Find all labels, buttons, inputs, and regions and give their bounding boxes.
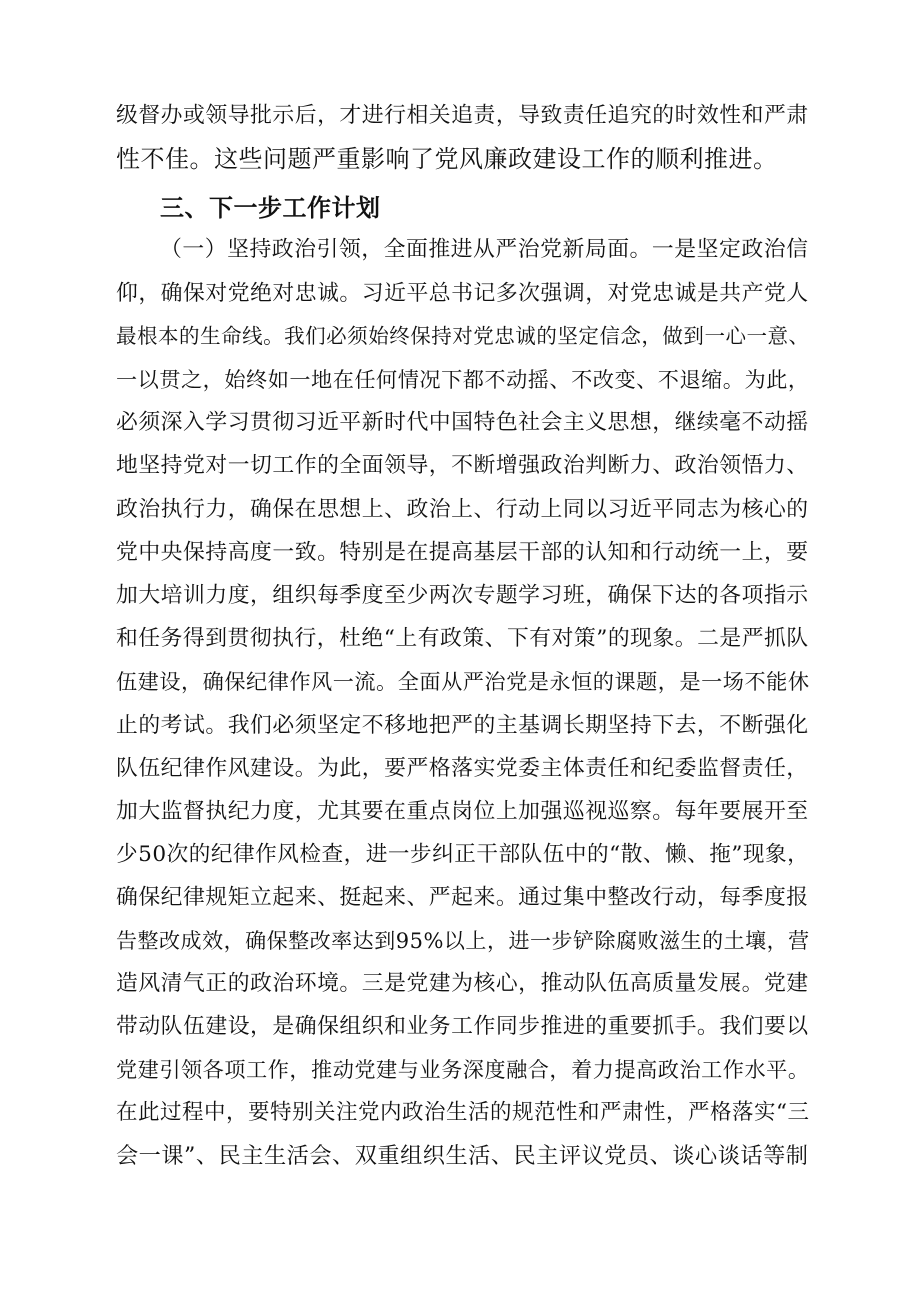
text-line: 会一课”、民主生活会、双重组织生活、民主评议党员、谈心谈话等制 (116, 1143, 809, 1169)
text-line: 在此过程中，要特别关注党内政治生活的规范性和严肃性，严格落实“三 (116, 1100, 810, 1125)
text-line: 地坚持党对一切工作的全面领导，不断增强政治判断力、政治领悟力、 (116, 453, 809, 478)
text-line: 党中央保持高度一致。特别是在提高基层干部的认知和行动统一上，要 (116, 540, 809, 565)
text-line: 带动队伍建设，是确保组织和业务工作同步推进的重要抓手。我们要以 (116, 1014, 809, 1039)
text-line: 伍建设，确保纪律作风一流。全面从严治党是永恒的课题，是一场不能休 (116, 669, 810, 694)
text-line: 确保纪律规矩立起来、挺起来、严起来。通过集中整改行动，每季度报 (116, 885, 809, 910)
text-line: 性不佳。这些问题严重影响了党风廉政建设工作的顺利推进。 (116, 145, 778, 173)
text-line: 加大培训力度，组织每季度至少两次专题学习班，确保下达的各项指示 (116, 583, 809, 608)
text-line: 少50次的纪律作风检查，进一步纠正干部队伍中的“散、懒、拖”现象， (116, 842, 810, 867)
text-line: 仰，确保对党绝对忠诚。习近平总书记多次强调，对党忠诚是共产党人 (116, 281, 809, 306)
text-line: 级督办或领导批示后，才进行相关追责，导致责任追究的时效性和严肃 (116, 103, 809, 128)
text-line: 党建引领各项工作，推动党建与业务深度融合，着力提高政治工作水平。 (116, 1057, 810, 1082)
paragraph-first-line: （一）坚持政治引领，全面推进从严治党新局面。一是坚定政治信 (160, 237, 809, 262)
text-line: 政治执行力，确保在思想上、政治上、行动上同以习近平同志为核心的 (116, 497, 809, 522)
section-heading: 三、下一步工作计划 (160, 194, 381, 222)
text-line: 止的考试。我们必须坚定不移地把严的主基调长期坚持下去，不断强化 (116, 713, 809, 738)
text-line: 一以贯之，始终如一地在任何情况下都不动摇、不改变、不退缩。为此， (116, 367, 810, 392)
text-line: 加大监督执纪力度，尤其要在重点岗位上加强巡视巡察。每年要展开至 (116, 799, 809, 824)
text-line: 告整改成效，确保整改率达到95%以上，进一步铲除腐败滋生的土壤，营 (116, 928, 810, 953)
text-line: 造风清气正的政治环境。三是党建为核心，推动队伍高质量发展。党建 (116, 971, 809, 996)
text-line: 必须深入学习贯彻习近平新时代中国特色社会主义思想，继续毫不动摇 (116, 410, 809, 435)
text-line: 最根本的生命线。我们必须始终保持对党忠诚的坚定信念，做到一心一意、 (116, 324, 810, 348)
text-line: 和任务得到贯彻执行，杜绝“上有政策、下有对策”的现象。二是严抓队 (116, 626, 809, 651)
text-line: 队伍纪律作风建设。为此，要严格落实党委主体责任和纪委监督责任， (116, 756, 809, 781)
